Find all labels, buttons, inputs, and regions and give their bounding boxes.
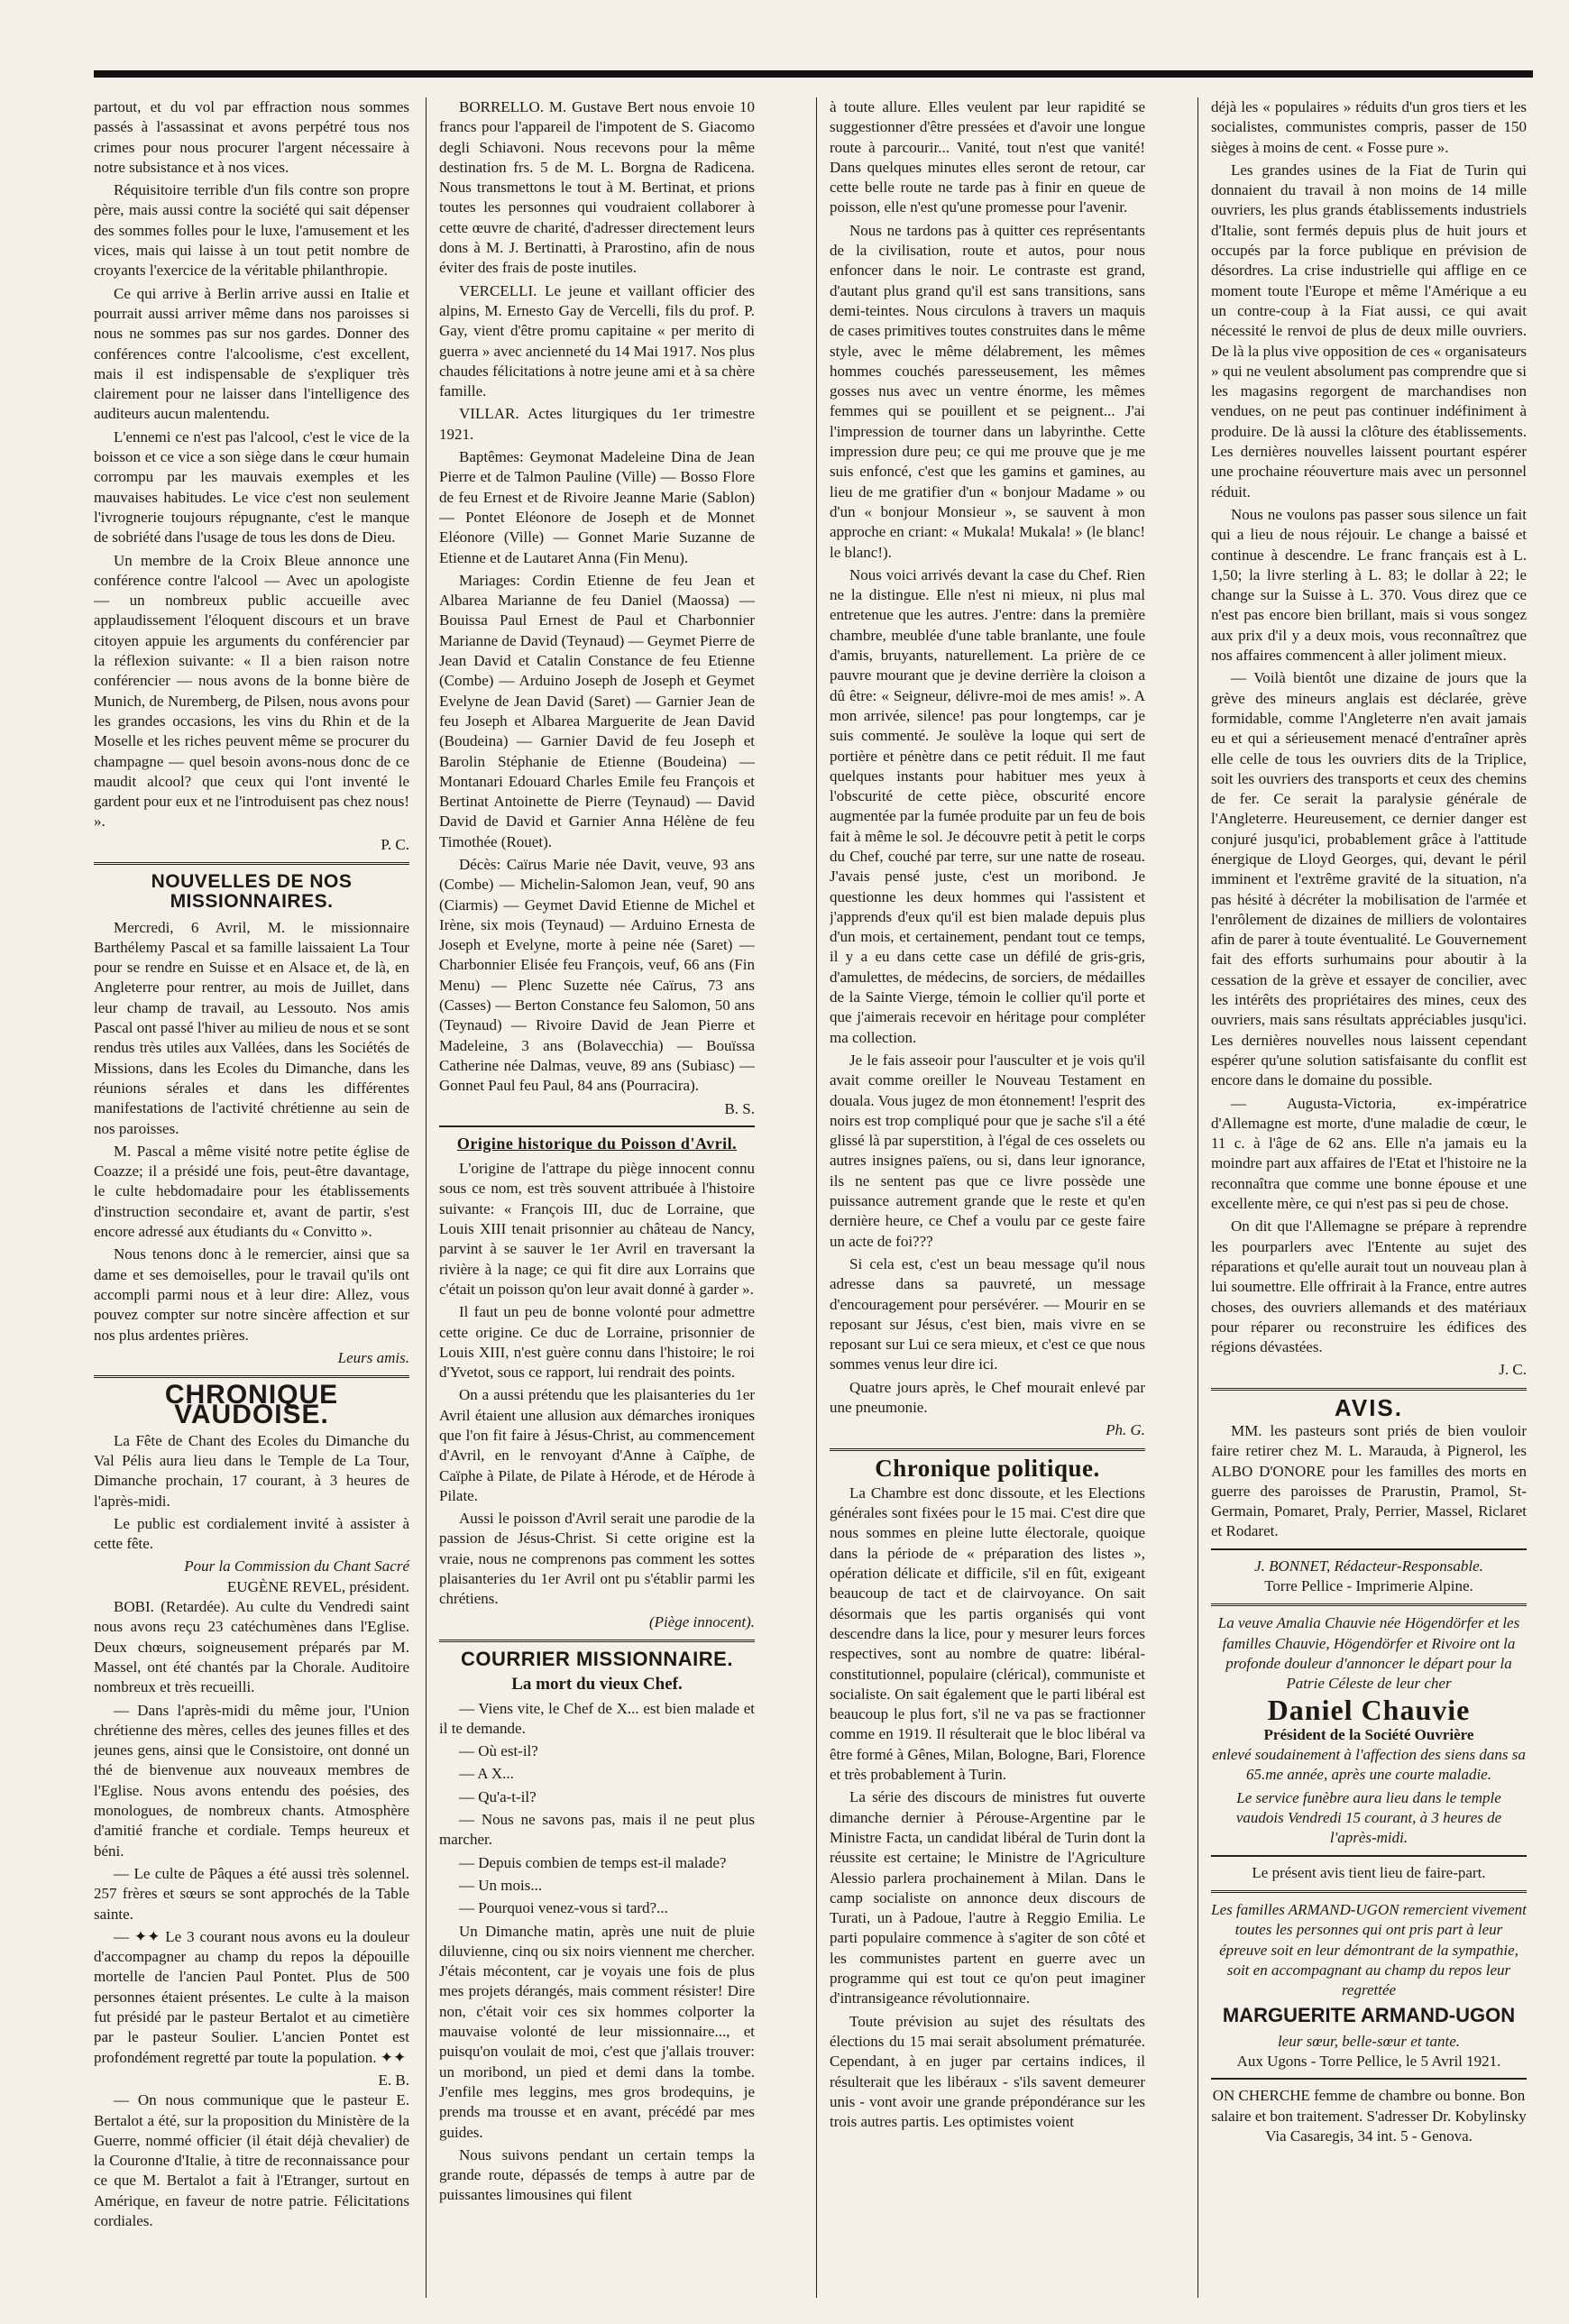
paragraph: — Le culte de Pâques a été aussi très solennel. 257 frères et sœurs se sont approchés de la Table sainte. [94,1864,409,1923]
paragraph: Nous ne tardons pas à quitter ces représentants de la civilisation, route et autos, pour nous enfoncer dans le noir. Le contraste est grand, d'autant plus grand qu'il est sans transitions, sans demi-teintes. Nous circulons à travers un maquis de cases primitives toutes construites dans le même style, avec le même délabrement, les mêmes hommes couchés paresseusement, les mêmes gosses nus avec un ventre énorme, les mêmes femmes qui se pouillent et se peignent... J'ai l'impression de tourner dans un labyrinthe. Cette impression dure peu; ce qui me prouve que je me suis enfoncé, c'est que les gamins et gamines, au lieu de me gratifier d'un « bonjour Madame » ou d'un « bonjour Monsieur », se sauvent à mon approche en criant: « Mukala! Mukala! » (le blanc! le blanc!). [830,221,1145,561]
section-rule [94,862,409,865]
paragraph: Réquisitoire terrible d'un fils contre son propre père, mais aussi contre la société qui sait dépenser des sommes folles pour le luxe, l'amusement et les vices, mais qui laisse à un tout petit nombre de croyants l'exercice de la véritable philanthropie. [94,181,409,280]
paragraph: L'ennemi ce n'est pas l'alcool, c'est le vice de la boisson et ce vice a son siège dans le cœur humain corrompu par les mauvais exemples et les mauvaises habitudes. Le vice c'est non seulement l'ivrognerie toujours répugnante, c'est le manque de sobriété dans l'usage de tous les dons de Dieu. [94,427,409,547]
section-heading-poisson-avril: Origine historique du Poisson d'Avril. [456,1134,738,1153]
obituary-text: Le service funèbre aura lieu dans le temple vaudois Vendredi 15 courant, à 3 heures de l'après-midi. [1235,1788,1502,1847]
paragraph: — Dans l'après-midi du même jour, l'Union chrétienne des mères, celles des jeunes filles et des jeunes gens, ainsi que le Consistoire, ont donné un thé de bienvenue aux nouveaux membres de l'Eglise. Nous avons entendu des poésies, des monologues, de nombreux chants. Atmosphère d'amitié franche et cordiale. Temps heureux et béni. [94,1701,409,1860]
paragraph: La Chambre est donc dissoute, et les Elections générales sont fixées pour le 15 mai. C'est dire que nous sommes en pleine lutte électorale, quoique dans la période de « préparation des listes », opération délicate et difficile, s'il en fût, exigeant beaucoup de tact et de clairvoyance. On sait désormais que les partis organisés qui vont descendre dans la lice, pour y mesurer leurs forces respectives, sont au nombre de quatre: libéral-constitutionnel, populaire (clérical), communiste et socialiste. On sait également que le parti libéral est beaucoup le plus fort, s'il ne va pas se fractionner comme en 1919. Il résulterait que le bloc libéral va être formé à Gênes, Milan, Bologne, Bari, Florence et très probablement à Turin. [830,1484,1145,1784]
section-rule [1211,1388,1527,1391]
thanks-place-date: Aux Ugons - Torre Pellice, le 5 Avril 1921. [1236,2053,1501,2071]
signature: (Piège innocent). [648,1612,755,1630]
paragraph: La Fête de Chant des Ecoles du Dimanche du Val Pélis aura lieu dans le Temple de La Tour, Dimanche prochain, 17 courant, à 3 heures de l'après-midi. [94,1431,409,1510]
paragraph: — Qu'a-t-il? [459,1787,537,1805]
section-heading-chronique-politique: Chronique politique. [875,1454,1100,1482]
paragraph: MM. les pasteurs sont priés de bien vouloir faire retirer chez M. L. Marauda, à Pignerol, les ALBO D'ONORE pour les familles des morts en guerre des paroisses de Prarustin, Pramol, St-Germain, Pomaret, Praly, Perrier, Massel, Riclaret et Rodaret. [1211,1422,1527,1540]
column-4 [1211,97,1527,2298]
section-rule [1211,1548,1527,1550]
paragraph: Le public est cordialement invité à assister à cette fête. [94,1514,409,1553]
paragraph: déjà les « populaires » réduits d'un gros tiers et les socialistes, communistes compris, passer de 150 sièges à moins de cent. « Fosse pure ». [1211,98,1527,156]
obituary-name: Daniel Chauvie [1267,1693,1471,1726]
paragraph: — Pourquoi venez-vous si tard?... [459,1899,668,1917]
paragraph: — ✦✦ Le 3 courant nous avons eu la douleur d'accompagner au champ du repos la dépouille mortelle de l'ancien Paul Pontet. Plus de 500 personnes étaient présentes. Le culte à la maison fut présidé par le pasteur Bertalot et au cimetière par le pasteur Soulier. L'ancien Pontet est profondément regretté par toute la population. ✦✦ [94,1927,409,2066]
paragraph: Les grandes usines de la Fiat de Turin qui donnaient du travail à non moins de 14 mille ouvriers, les plus grands établissements industriels d'Italie, sont fermés depuis plus de huit jours et occupés par la force publique en prévision de désordres. La crise industrielle qui afflige en ce moment toute l'Europe et même l'Amérique a eu un contre-coup à la Fiat aussi, ce qui avait nécessité le renvoi de plus de deux mille ouvriers. De là la plus vive opposition de ces « organisateurs » qui ne veulent absolument pas comprendre que si les magasins regorgent de marchandises non vendues, on ne peut pas continuer indéfiniment à produire. De là aussi la clôture des établissements. Les dernières nouvelles laissent pourtant espérer une prochaine réouverture mais avec un personnel réduit. [1211,161,1527,501]
paragraph: Mercredi, 6 Avril, M. le missionnaire Barthélemy Pascal et sa famille laissaient La Tour pour se rendre en Suisse et en Alsace et, de là, en Angleterre pour rentrer, au mois de Juillet, dans leur champ de travail, au Lessouto. Nos amis Pascal ont passé l'hiver au milieu de nous et se sont rendus très utiles aux Vallées, dans les Sociétés de Missions, dans les Ecoles du Dimanche, dans les réunions sérales et dans les différentes manifestations de l'activité chrétienne au sein de nos paroisses. [94,918,409,1137]
signature: B. S. [724,1099,755,1117]
thanks-text: Les familles ARMAND-UGON remercient vivement toutes les personnes qui ont pris part à leur épreuve soit en leur démontrant de la sympathie, soit en accompagnant au champ du repos leur regrettée [1211,1900,1527,1999]
notice-heading: AVIS. [1335,1393,1403,1421]
article-subheading: La mort du vieux Chef. [511,1675,683,1695]
paragraph: Un Dimanche matin, après une nuit de pluie diluvienne, cinq ou six noirs viennent me chercher. J'étais mécontent, car je voyais une fois de plus mes projets dérangés, mais comment résister! Dire non, c'était voir ces six hommes colporter la mauvaise volonté de leur missionnaire..., et puisqu'on voulait de moi, c'est que j'allais trouver: un moribond, un pied et demi dans la tombe. J'enfile mes leggins, mes gros brodequins, je prends ma trousse et en avant, précédé par mes guides. [439,1922,755,2141]
paragraph: VERCELLI. Le jeune et vaillant officier des alpins, M. Ernesto Gay de Vercelli, fils du prof. P. Gay, vient d'être promu capitaine « per merito di guerra » avec ancienneté du 14 Mai 1917. Nos plus chaudes félicitations à notre jeune ami et à sa chère famille. [439,281,755,400]
paragraph: On a aussi prétendu que les plaisanteries du 1er Avril étaient une allusion aux démarches ironiques que l'on fit faire à Jésus-Christ, au commencement d'Avril, en le renvoyant d'Anne à Caïphe, de Caïphe à Pilate, de Pilate à Hérode, et de Hérode à Pilate. [439,1386,755,1504]
paragraph: — A X... [459,1765,514,1783]
section-rule [1211,2078,1527,2080]
signature: EUGÈNE REVEL, président. [226,1577,409,1595]
thanks-text: leur sœur, belle-sœur et tante. [1277,2032,1461,2050]
paragraph: Nous tenons donc à le remercier, ainsi que sa dame et ses demoiselles, pour le travail qu'ils ont accompli parmi nous et à leur dire: Allez, vous pouvez compter sur notre sincère affection et sur nos plus ardentes prières. [94,1245,409,1344]
section-heading-chronique-vaudoise: CHRONIQUE VAUDOISE. [164,1380,339,1430]
signature: E. B. [378,2071,409,2089]
notice-line: Le présent avis tient lieu de faire-part. [1252,1863,1486,1881]
paragraph: — Voilà bientôt une dizaine de jours que la grève des mineurs anglais est déclarée, grève formidable, comme l'Angleterre n'en avait jamais eu et qui a sérieusement menacé d'entraîner après elle celle de tous les ouvriers dits de la Triplice, soit les ouvriers des transports et ceux des chemins de fer. Ce serait la paralysie générale de l'Angleterre. Heureusement, ce dernier danger est conjuré jusqu'ici, probablement grâce à l'attitude énergique de Lloyd Georges, qui, devant le péril imminent et l'extrême gravité de la situation, n'a pas hésité à décréter la mobilisation de l'armée et l'enrôlement de dizaines de milliers de volontaires afin de parer à toute éventualité. Le Gouvernement fait des efforts surhumains pour aboutir à la cessation de la grève et essayer de concilier, avec les intérêts des propriétaires des mines, ceux des ouvriers, mais sans résultats appréciables jusqu'ici. Les dernières nouvelles nous laissent cependant espérer qu'une solution satisfaisante du conflit est encore dans le domaine du possible. [1211,669,1527,1089]
paragraph: — Depuis combien de temps est-il malade? [459,1853,727,1871]
paragraph: Il faut un peu de bonne volonté pour admettre cette origine. Ce duc de Lorraine, prisonnier de Louis XIII, n'est guère connu dans l'histoire; le roi d'Yvetot, sous ce rapport, lui rendrait des points. [439,1303,755,1382]
paragraph: BOBI. (Retardée). Au culte du Vendredi saint nous avons reçu 23 catéchumènes dans l'Eglise. Deux chœurs, soigneusement préparés par M. Massel, ont été chantés par la Chorale. Auditoire nombreux et très recueilli. [94,1598,409,1696]
column-3 [830,97,1145,2298]
paragraph: Mariages: Cordin Etienne de feu Jean et Albarea Marianne de feu Daniel (Maossa) — Bouissa Paul Ernest de Paul et Charbonnier Marianne de David (Teynaud) — Geymet Pierre de Jean David et Catalin Constance de feu Etienne (Combe) — Arduino Joseph de Joseph et Geymet Evelyne de Jean David (Saret) — Garnier Jean de feu Joseph et Albarea Marguerite de Jean David (Boudeina) — Garnier David de feu Joseph et Barolin Stéphanie de Etienne (Boudeina) — Montanari Edouard Charles Emile feu François et Bertinat Antoinette de Pierre (Teynaud) — David David de David et Garnier Anna Hélène de feu Timothée (Rouet). [439,571,755,850]
paragraph: La série des discours de ministres fut ouverte dimanche dernier à Pérouse-Argentine par le Ministre Facta, un candidat libéral de Turin dont la réussite est certaine; le Ministre de l'Agriculture Alessio parlera prochainement à Milan. Dans le camp socialiste on annonce deux discours de Turati, un à Padoue, l'autre à Reggio Emilia. Le parti populaire commence à s'agiter de son côté et les communistes partent en guerre avec un programme qui est tout ce qu'on peut imaginer d'intransigeance révolutionnaire. [830,1788,1145,2007]
section-rule [1211,1855,1527,1857]
obituary-text: enlevé soudainement à l'affection des siens dans sa 65.me année, après une courte maladie. [1212,1746,1526,1784]
paragraph: On dit que l'Allemagne se prépare à reprendre les pourparlers avec l'Entente au sujet des réparations et qu'elle aurait tout un nouveau plan à lui soumettre. Elle offrirait à la France, entre autres choses, des ouvriers allemands et des matériaux pour réparer ou reconstruire les édifices des régions dévastées. [1211,1217,1527,1356]
paragraph: Je le fais asseoir pour l'ausculter et je vois qu'il avait comme oreiller le Nouveau Testament en douala. Vous jugez de mon étonnement! l'esprit des noirs est trop compliqué pour que je sache s'il a été glissé là par superstition, à l'égal de ces osselets ou autres insignes païens, ou si, dans leur ignorance, ils ne sentent pas que ce livre possède une puissance autrement grande que le reste et qu'en dernière heure, ce Chef a voulu par ce geste faire un acte de foi??? [830,1051,1145,1250]
signature: P. C. [381,835,409,853]
paragraph: Un membre de la Croix Bleue annonce une conférence contre l'alcool — Avec un apologiste — un nombreux public accueille avec applaudissement l'éloquent discours et un brave citoyen appuie les arguments du conférencier par la réflexion suivante: « Il a bien raison notre conférencier — nous avons de la bonne bière de Munich, de Nuremberg, de Pilsen, nous avons pour les grandes occasions, les vins du Rhin et de la Moselle et les riches peuvent même se procurer du champagne — quel besoin avons-nous donc de ce maudit alcool? que ceux qui l'ont inventé le gardent pour eux et ne l'introduisent pas chez nous! ». [94,551,409,831]
signature: Ph. G. [1106,1421,1145,1439]
paragraph: Nous voici arrivés devant la case du Chef. Rien ne la distingue. Elle n'est ni mieux, ni plus mal entretenue que les autres. J'entre: dans la première chambre, meublée d'une table branlante, une foule d'amis, bruyants, naturellement. La prière de ce pauvre mourant que je devine derrière la cloison a dû être: « Seigneur, délivre-moi de mes amis! ». A mon arrivée, silence! pas pour longtemps, car je suis commenté. Je soulève la loque qui sert de portière et pénètre dans ce petit réduit. Il me faut quelques instants pour habituer mes yeux à l'obscurité de cette pièce, obscurité encore augmentée par la fumée produite par un feu de bois fait à même le sol. Je découvre petit à petit le corps du Chef, couché par terre, sur une natte de roseau. J'avais pensé juste, c'est un moribond. Je questionne les deux hommes qui l'assistent et j'apprends d'eux qu'il est bien malade depuis plus d'un mois, et certainement, pendant tout ce temps, il y a eu dans cette case un défilé de gris-gris, d'amulettes, de médecins, de sorciers, de médailles de la Sainte Vierge, témoin le collier qu'il porte et que j'aimerais recevoir en héritage pour compléter ma collection. [830,565,1145,1046]
paragraph: Ce qui arrive à Berlin arrive aussi en Italie et pourrait aussi arriver même dans nos paroisses si nous ne sommes pas sur nos gardes. Donner des conférences contre l'alcoolisme, c'est excellent, mais il est indispensable de s'expliquer très clairement pour ne laisser dans l'intelligence des auditeurs aucun malentendu. [94,284,409,423]
obituary-text: La veuve Amalia Chauvie née Högendörfer et les familles Chauvie, Högendörfer et Rivoire ont la profonde douleur d'annoncer le départ pour la Patrie Céleste de leur cher [1217,1614,1520,1693]
section-rule [1211,1603,1527,1606]
column-divider [426,97,427,2298]
column-2 [439,97,755,2298]
section-heading-courrier-missionnaire: COURRIER MISSIONNAIRE. [461,1647,733,1670]
obituary-title: Président de la Société Ouvrière [1263,1725,1474,1743]
top-rule [94,70,1533,78]
paragraph: BORRELLO. M. Gustave Bert nous envoie 10 francs pour l'appareil de l'impotent de S. Giacomo degli Schiavoni. Nous recevons pour la même destination frs. 5 de M. L. Borgna de Radicena. Nous transmettons le tout à M. Bertinat, et prions toutes les personnes qui voudraient collaborer à cette œuvre de charité, d'adresser directement leurs dons à M. J. Bertinatti, à Prarostino, afin de nous éviter des frais de poste inutiles. [439,98,755,277]
paragraph: — On nous communique que le pasteur E. Bertalot a été, sur la proposition du Ministère de la Guerre, nommé officier (il était déjà chevalier) de la Couronne d'Italie, à titre de reconnaissance pour ce que M. Bertalot a fait à l'Etranger, surtout en Amérique, en faveur de notre patrie. Félicitations cordiales. [94,2091,409,2229]
column-divider [1197,97,1198,2298]
paragraph: Baptêmes: Geymonat Madeleine Dina de Jean Pierre et de Talmon Pauline (Ville) — Bosso Flore de feu Ernest et de Rivoire Jeanne Marie (Sablon) — Pontet Eléonore de Joseph et de Monnet Eléonore (Ville) — Gonnet Marie Suzanne de Etienne et de Lautaret Anna (Fin Menu). [439,448,755,566]
column-divider [816,97,817,2298]
paragraph: Quatre jours après, le Chef mourait enlevé par une pneumonie. [830,1378,1145,1416]
paragraph: Toute prévision au sujet des résultats des élections du 15 mai serait absolument prématurée. Cependant, à en juger par certains indices, il résulterait que les libéraux - s'ils savent demeurer unis - vont avoir une grande prépondérance sur les trois autres partis. Les optimistes voient [830,2012,1145,2131]
paragraph: — Nous ne savons pas, mais il ne peut plus marcher. [439,1811,755,1849]
classified-ad: ON CHERCHE femme de chambre ou bonne. Bon salaire et bon traitement. S'adresser Dr. Kobylinsky Via Casaregis, 34 int. 5 - Genova. [1211,2087,1527,2145]
paragraph: Si cela est, c'est un beau message qu'il nous adresse dans sa pauvreté, un message d'encouragement pour persévérer. — Mourir en se reposant sur Jésus, c'est bien, mais vivre en se reposant sur Lui ce sera mieux, et c'est ce que nous sommes venus leur dire ici. [830,1254,1145,1373]
paragraph: — Un mois... [459,1876,543,1894]
paragraph: — Viens vite, le Chef de X... est bien malade et il te demande. [439,1699,755,1737]
signature: J. C. [1499,1361,1527,1379]
section-heading-missionnaires: NOUVELLES DE NOS MISSIONNAIRES. [151,870,353,913]
paragraph: Nous suivons pendant un certain temps la grande route, dépassés de temps à autre par de puissantes limousines qui filent [439,2145,755,2204]
column-1 [94,97,409,2298]
section-rule [830,1448,1145,1451]
signature: Pour la Commission du Chant Sacré [184,1557,409,1575]
section-rule [439,1125,755,1127]
editor-line: J. BONNET, Rédacteur-Responsable. [1254,1557,1483,1575]
section-rule [1211,1890,1527,1893]
thanks-name: MARGUERITE ARMAND-UGON [1222,2004,1516,2027]
paragraph: L'origine de l'attrape du piège innocent connu sous ce nom, est très souvent attribuée à l'histoire suivante: « François III, duc de Lorraine, que Louis XIII tenait prisonnier au château de Nancy, parvint à se sauver le 1er Avril en traversant la rivière à la nage; ce qui fit dire aux Lorrains que c'était un poisson qu'on leur avait donné à garder ». [439,1160,755,1298]
paragraph: partout, et du vol par effraction nous sommes passés à l'assassinat et avons perpétré tous nos crimes pour nous procurer l'argent nécessaire à notre subsistance et à nos vices. [94,98,409,176]
paragraph: Nous ne voulons pas passer sous silence un fait qui a lieu de nous réjouir. Le change a baissé et continue à descendre. Le franc français est à L. 1,50; la livre sterling à L. 83; le dollar à 22; le change sur la Suisse à L. 370. Vous direz que ce n'est pas encore bien brillant, mais si vous songez aux prix d'il y a deux mois, vous reconnaîtrez que nos affaires commencent à aller joliment mieux. [1211,505,1527,665]
signature: Leurs amis. [337,1348,409,1366]
printer-line: Torre Pellice - Imprimerie Alpine. [1264,1577,1473,1595]
paragraph: M. Pascal a même visité notre petite église de Coazze; il a présidé une fois, peut-être davantage, le culte hebdomadaire pour les établissements d'instruction secondaire et, avant de partir, s'est encore adressé aux étudiants du « Convitto ». [94,1142,409,1241]
paragraph: — Augusta-Victoria, ex-impératrice d'Allemagne est morte, d'une maladie de cœur, le 11 c. à l'âge de 62 ans. Elle n'a jamais eu la moindre part aux affaires de l'Etat et l'histoire ne la reconnaîtra que comme une bonne épouse et une excellente mère, ce qui n'est pas si peu de chose. [1211,1094,1527,1213]
paragraph: VILLAR. Actes liturgiques du 1er trimestre 1921. [439,405,755,443]
section-rule [94,1375,409,1378]
paragraph: à toute allure. Elles veulent par leur rapidité se suggestionner d'être pressées et d'avoir une longue route à parcourir... Vanité, tout n'est que vanité! Dans quelques minutes elles seront de retour, car cette belle route ne tarde pas à finir en queue de poisson, elle n'est qu'une promesse pour l'avenir. [830,98,1145,216]
paragraph: Décès: Caïrus Marie née Davit, veuve, 93 ans (Combe) — Michelin-Salomon Jean, veuf, 90 ans (Ciarmis) — Geymet David Etienne de Michel et Irène, six mois (Teynaud) — Arduino Ernesta de Joseph et Evelyne, morte à peine née (Saret) — Charbonnier Elisée feu François, veuf, 66 ans (Fin Menu) — Plenc Suzette née Caïrus, 73 ans (Casses) — Berton Constance feu Salomon, 50 ans (Teynaud) — Rivoire David de Jean Pierre et Madeleine, 3 ans (Bolavecchia) — Bouïssa Catherine née Dalmas, veuve, 89 ans (Subiasc) — Gonnet Paul feu Paul, 84 ans (Pourracira). [439,855,755,1095]
paragraph: — Où est-il? [459,1742,538,1760]
paragraph: Aussi le poisson d'Avril serait une parodie de la passion de Jésus-Christ. Si cette origine est la vraie, nous ne comprenons pas comment les sottes plaisanteries du 1er Avril ont pu s'établir parmi les chrétiens. [439,1510,755,1608]
section-rule [439,1640,755,1642]
